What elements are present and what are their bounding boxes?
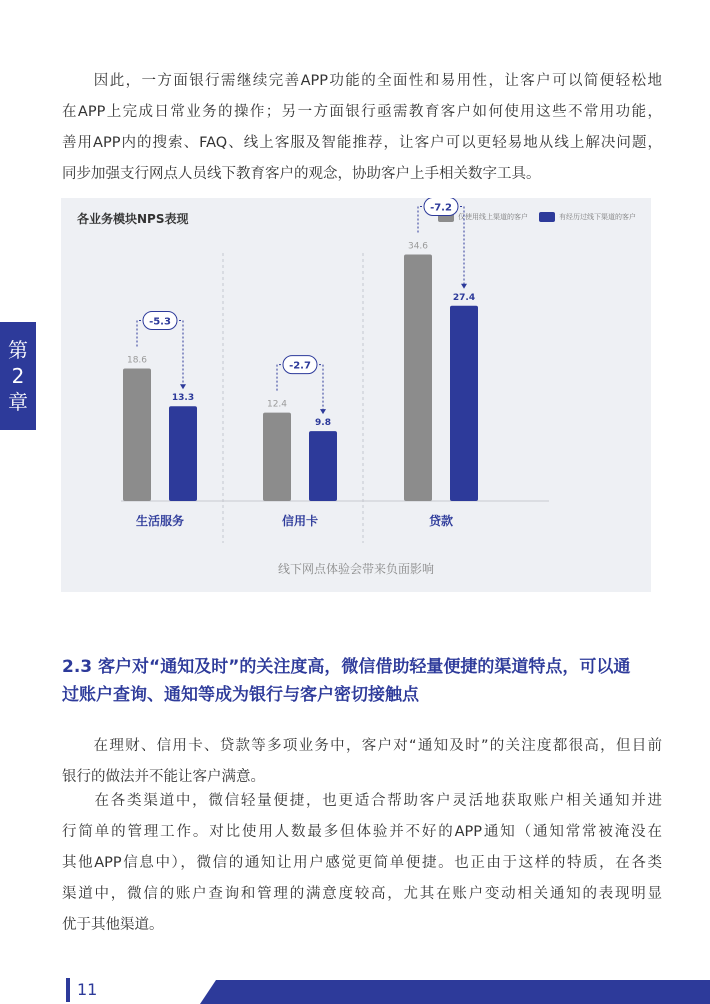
bar-offline xyxy=(309,431,337,501)
legend-label: 有经历过线下渠道的客户 xyxy=(559,213,636,221)
category-label: 信用卡 xyxy=(281,514,319,528)
paragraph-line: 渠道中，微信的账户查询和管理的满意度较高，尤其在账户变动相关通知的表现明显 xyxy=(62,886,662,902)
chart-title: 各业务模块NPS表现 xyxy=(77,212,189,226)
section-heading xyxy=(62,653,672,709)
category-label: 生活服务 xyxy=(135,514,185,528)
chapter-tab-line: 2 xyxy=(11,364,25,388)
paragraph-line: 行简单的管理工作。对比使用人数最多但体验并不好的APP通知（通知常常被淹没在 xyxy=(62,824,662,840)
bar-value-label: 13.3 xyxy=(171,393,195,404)
chapter-tab-line: 章 xyxy=(8,390,28,414)
page-number: 11 xyxy=(77,980,98,999)
paragraph-line: 其他APP信息中），微信的通知让用户感觉更简单便捷。也正由于这样的特质，在各类 xyxy=(62,855,662,871)
paragraph-line: 因此，一方面银行需继续完善APP功能的全面性和易用性，让客户可以简便轻松地 xyxy=(62,73,662,89)
bar-value-label: 9.8 xyxy=(315,418,331,429)
arrow-head xyxy=(320,409,326,414)
bar-offline xyxy=(450,306,478,501)
body-paragraph xyxy=(62,731,662,793)
chapter-tab xyxy=(0,322,36,430)
chapter-tab-line: 第 xyxy=(8,338,28,362)
arrow-head xyxy=(461,284,467,289)
difference-label: -5.3 xyxy=(149,316,171,328)
bar-value-label: 34.6 xyxy=(407,241,429,252)
bar-chart xyxy=(61,198,651,592)
bar-offline xyxy=(169,406,197,501)
bar-online xyxy=(263,413,291,501)
category-label: 贷款 xyxy=(428,514,454,528)
bar-value-label: 12.4 xyxy=(266,399,288,410)
difference-label: -7.2 xyxy=(430,202,452,214)
bar-value-label: 27.4 xyxy=(452,292,476,303)
nps-chart-panel xyxy=(61,198,651,592)
chart-footnote: 线下网点体验会带来负面影响 xyxy=(277,562,434,576)
intro-paragraph xyxy=(62,66,662,190)
paragraph-line: 在各类渠道中，微信轻量便捷，也更适合帮助客户灵活地获取账户相关通知并进 xyxy=(62,793,662,809)
paragraph-line: 在APP上完成日常业务的操作；另一方面银行亟需教育客户如何使用这些不常用功能， xyxy=(62,104,662,120)
section-heading-line: 过账户查询、通知等成为银行与客户密切接触点 xyxy=(62,685,419,705)
paragraph-line: 在理财、信用卡、贷款等多项业务中，客户对“通知及时”的关注度都很高，但目前 xyxy=(62,738,662,754)
footer-band xyxy=(200,980,710,1004)
paragraph-line: 银行的做法并不能让客户满意。 xyxy=(62,769,265,785)
paragraph-line: 优于其他渠道。 xyxy=(62,917,164,933)
bar-value-label: 18.6 xyxy=(126,355,148,366)
difference-label: -2.7 xyxy=(289,360,311,372)
paragraph-line: 善用APP内的搜索、FAQ、线上客服及智能推荐，让客户可以更轻易地从线上解决问题， xyxy=(62,135,662,151)
page-number-marker xyxy=(66,978,70,1002)
arrow-head xyxy=(180,384,186,389)
bar-online xyxy=(404,254,432,501)
legend-label: 仅使用线上渠道的客户 xyxy=(458,213,528,221)
bar-online xyxy=(123,368,151,501)
section-heading-line: 2.3 客户对“通知及时”的关注度高，微信借助轻量便捷的渠道特点，可以通 xyxy=(62,657,631,677)
paragraph-line: 同步加强支行网点人员线下教育客户的观念，协助客户上手相关数字工具。 xyxy=(62,166,541,182)
body-paragraph xyxy=(62,786,662,941)
